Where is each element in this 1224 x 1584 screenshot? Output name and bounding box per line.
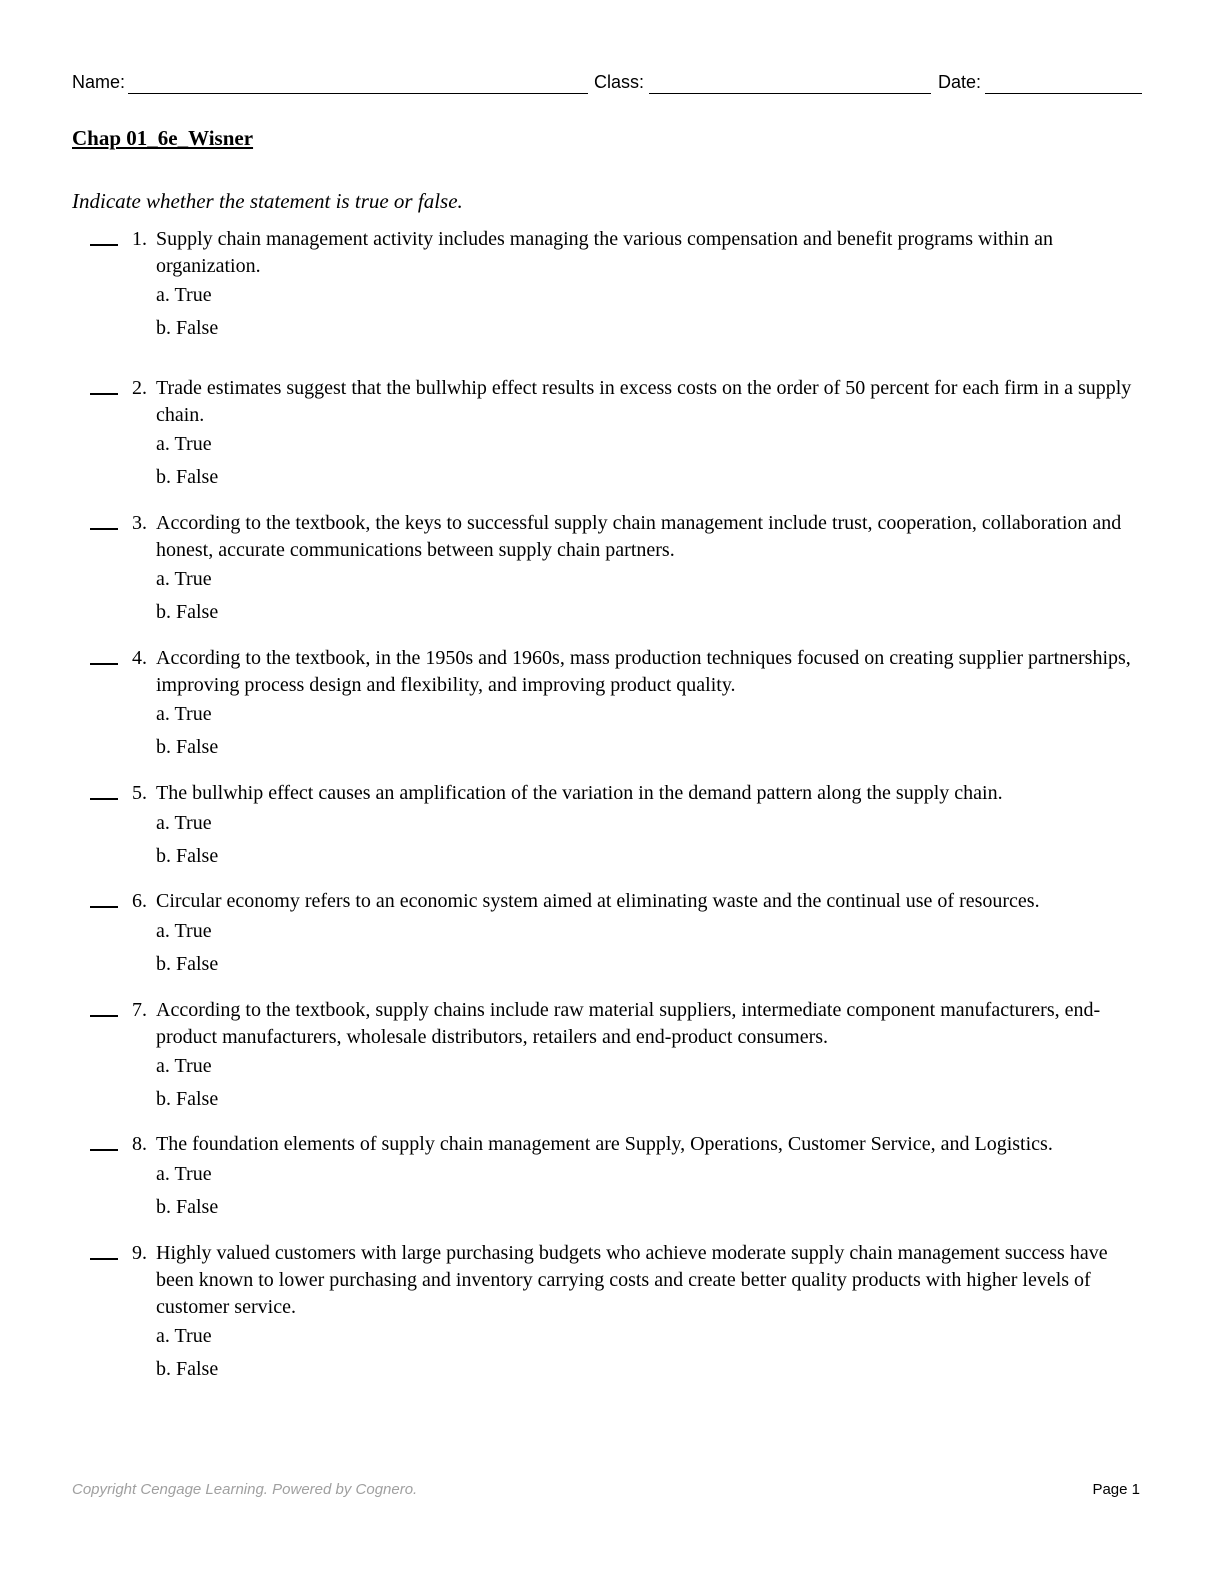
question-text: According to the textbook, the keys to successful supply chain management include trust, cooperation, collaboration and honest, accurate communications between supply chain partners. xyxy=(156,512,1122,561)
copyright-notice: Copyright Cengage Learning. Powered by Cognero. xyxy=(72,1481,418,1498)
page-number: Page 1 xyxy=(1092,1481,1140,1498)
option-true[interactable]: a. True xyxy=(156,920,212,942)
answer-blank[interactable] xyxy=(90,528,118,530)
question-number: 4. xyxy=(132,647,147,669)
question-number: 6. xyxy=(132,890,147,912)
option-true[interactable]: a. True xyxy=(156,1163,212,1185)
option-true[interactable]: a. True xyxy=(156,703,212,725)
answer-blank[interactable] xyxy=(90,393,118,395)
option-false[interactable]: b. False xyxy=(156,845,219,867)
option-false[interactable]: b. False xyxy=(156,317,219,339)
option-true[interactable]: a. True xyxy=(156,433,212,455)
name-label: Name: xyxy=(72,72,126,92)
question-text: According to the textbook, in the 1950s and 1960s, mass production techniques focused on creating supplier partnerships, improving process design and flexibility, and improving product quality. xyxy=(156,647,1131,696)
option-true[interactable]: a. True xyxy=(156,1055,212,1077)
option-false[interactable]: b. False xyxy=(156,466,219,488)
question-text: Circular economy refers to an economic system aimed at eliminating waste and the continual use of resources. xyxy=(156,890,1040,912)
question-number: 3. xyxy=(132,512,147,534)
class-label: Class: xyxy=(594,72,645,92)
option-false[interactable]: b. False xyxy=(156,736,219,758)
answer-blank[interactable] xyxy=(90,1149,118,1151)
answer-blank[interactable] xyxy=(90,1258,118,1260)
date-field-line[interactable] xyxy=(985,93,1142,94)
answer-blank[interactable] xyxy=(90,244,118,246)
date-label: Date: xyxy=(938,72,982,92)
option-true[interactable]: a. True xyxy=(156,284,212,306)
question-text: The foundation elements of supply chain management are Supply, Operations, Customer Service, and Logistics. xyxy=(156,1133,1053,1155)
question-text: Highly valued customers with large purchasing budgets who achieve moderate supply chain management success have been known to lower purchasing and inventory carrying costs and create better quality products with higher levels of customer service. xyxy=(156,1242,1108,1318)
option-false[interactable]: b. False xyxy=(156,953,219,975)
question-number: 7. xyxy=(132,999,147,1021)
answer-blank[interactable] xyxy=(90,798,118,800)
answer-blank[interactable] xyxy=(90,663,118,665)
question-number: 2. xyxy=(132,377,147,399)
question-number: 9. xyxy=(132,1242,147,1264)
name-field-line[interactable] xyxy=(128,93,588,94)
chapter-title: Chap 01_6e_Wisner xyxy=(72,126,254,150)
question-text: Supply chain management activity includes managing the various compensation and benefit programs within an organization. xyxy=(156,228,1053,277)
question-text: According to the textbook, supply chains include raw material suppliers, intermediate component manufacturers, end-product manufacturers, wholesale distributors, retailers and end-product consumers. xyxy=(156,999,1101,1048)
option-false[interactable]: b. False xyxy=(156,1088,219,1110)
option-true[interactable]: a. True xyxy=(156,1325,212,1347)
option-false[interactable]: b. False xyxy=(156,1358,219,1380)
student-info-header xyxy=(72,72,1142,98)
option-true[interactable]: a. True xyxy=(156,812,212,834)
option-true[interactable]: a. True xyxy=(156,568,212,590)
class-field-line[interactable] xyxy=(649,93,931,94)
question-number: 8. xyxy=(132,1133,147,1155)
answer-blank[interactable] xyxy=(90,1015,118,1017)
answer-blank[interactable] xyxy=(90,906,118,908)
option-false[interactable]: b. False xyxy=(156,601,219,623)
question-text: Trade estimates suggest that the bullwhip effect results in excess costs on the order of 50 percent for each firm in a supply chain. xyxy=(156,377,1132,426)
instruction-text: Indicate whether the statement is true or false. xyxy=(72,189,463,213)
question-number: 5. xyxy=(132,782,147,804)
question-text: The bullwhip effect causes an amplification of the variation in the demand pattern along the supply chain. xyxy=(156,782,1003,804)
question-number: 1. xyxy=(132,228,147,250)
option-false[interactable]: b. False xyxy=(156,1196,219,1218)
